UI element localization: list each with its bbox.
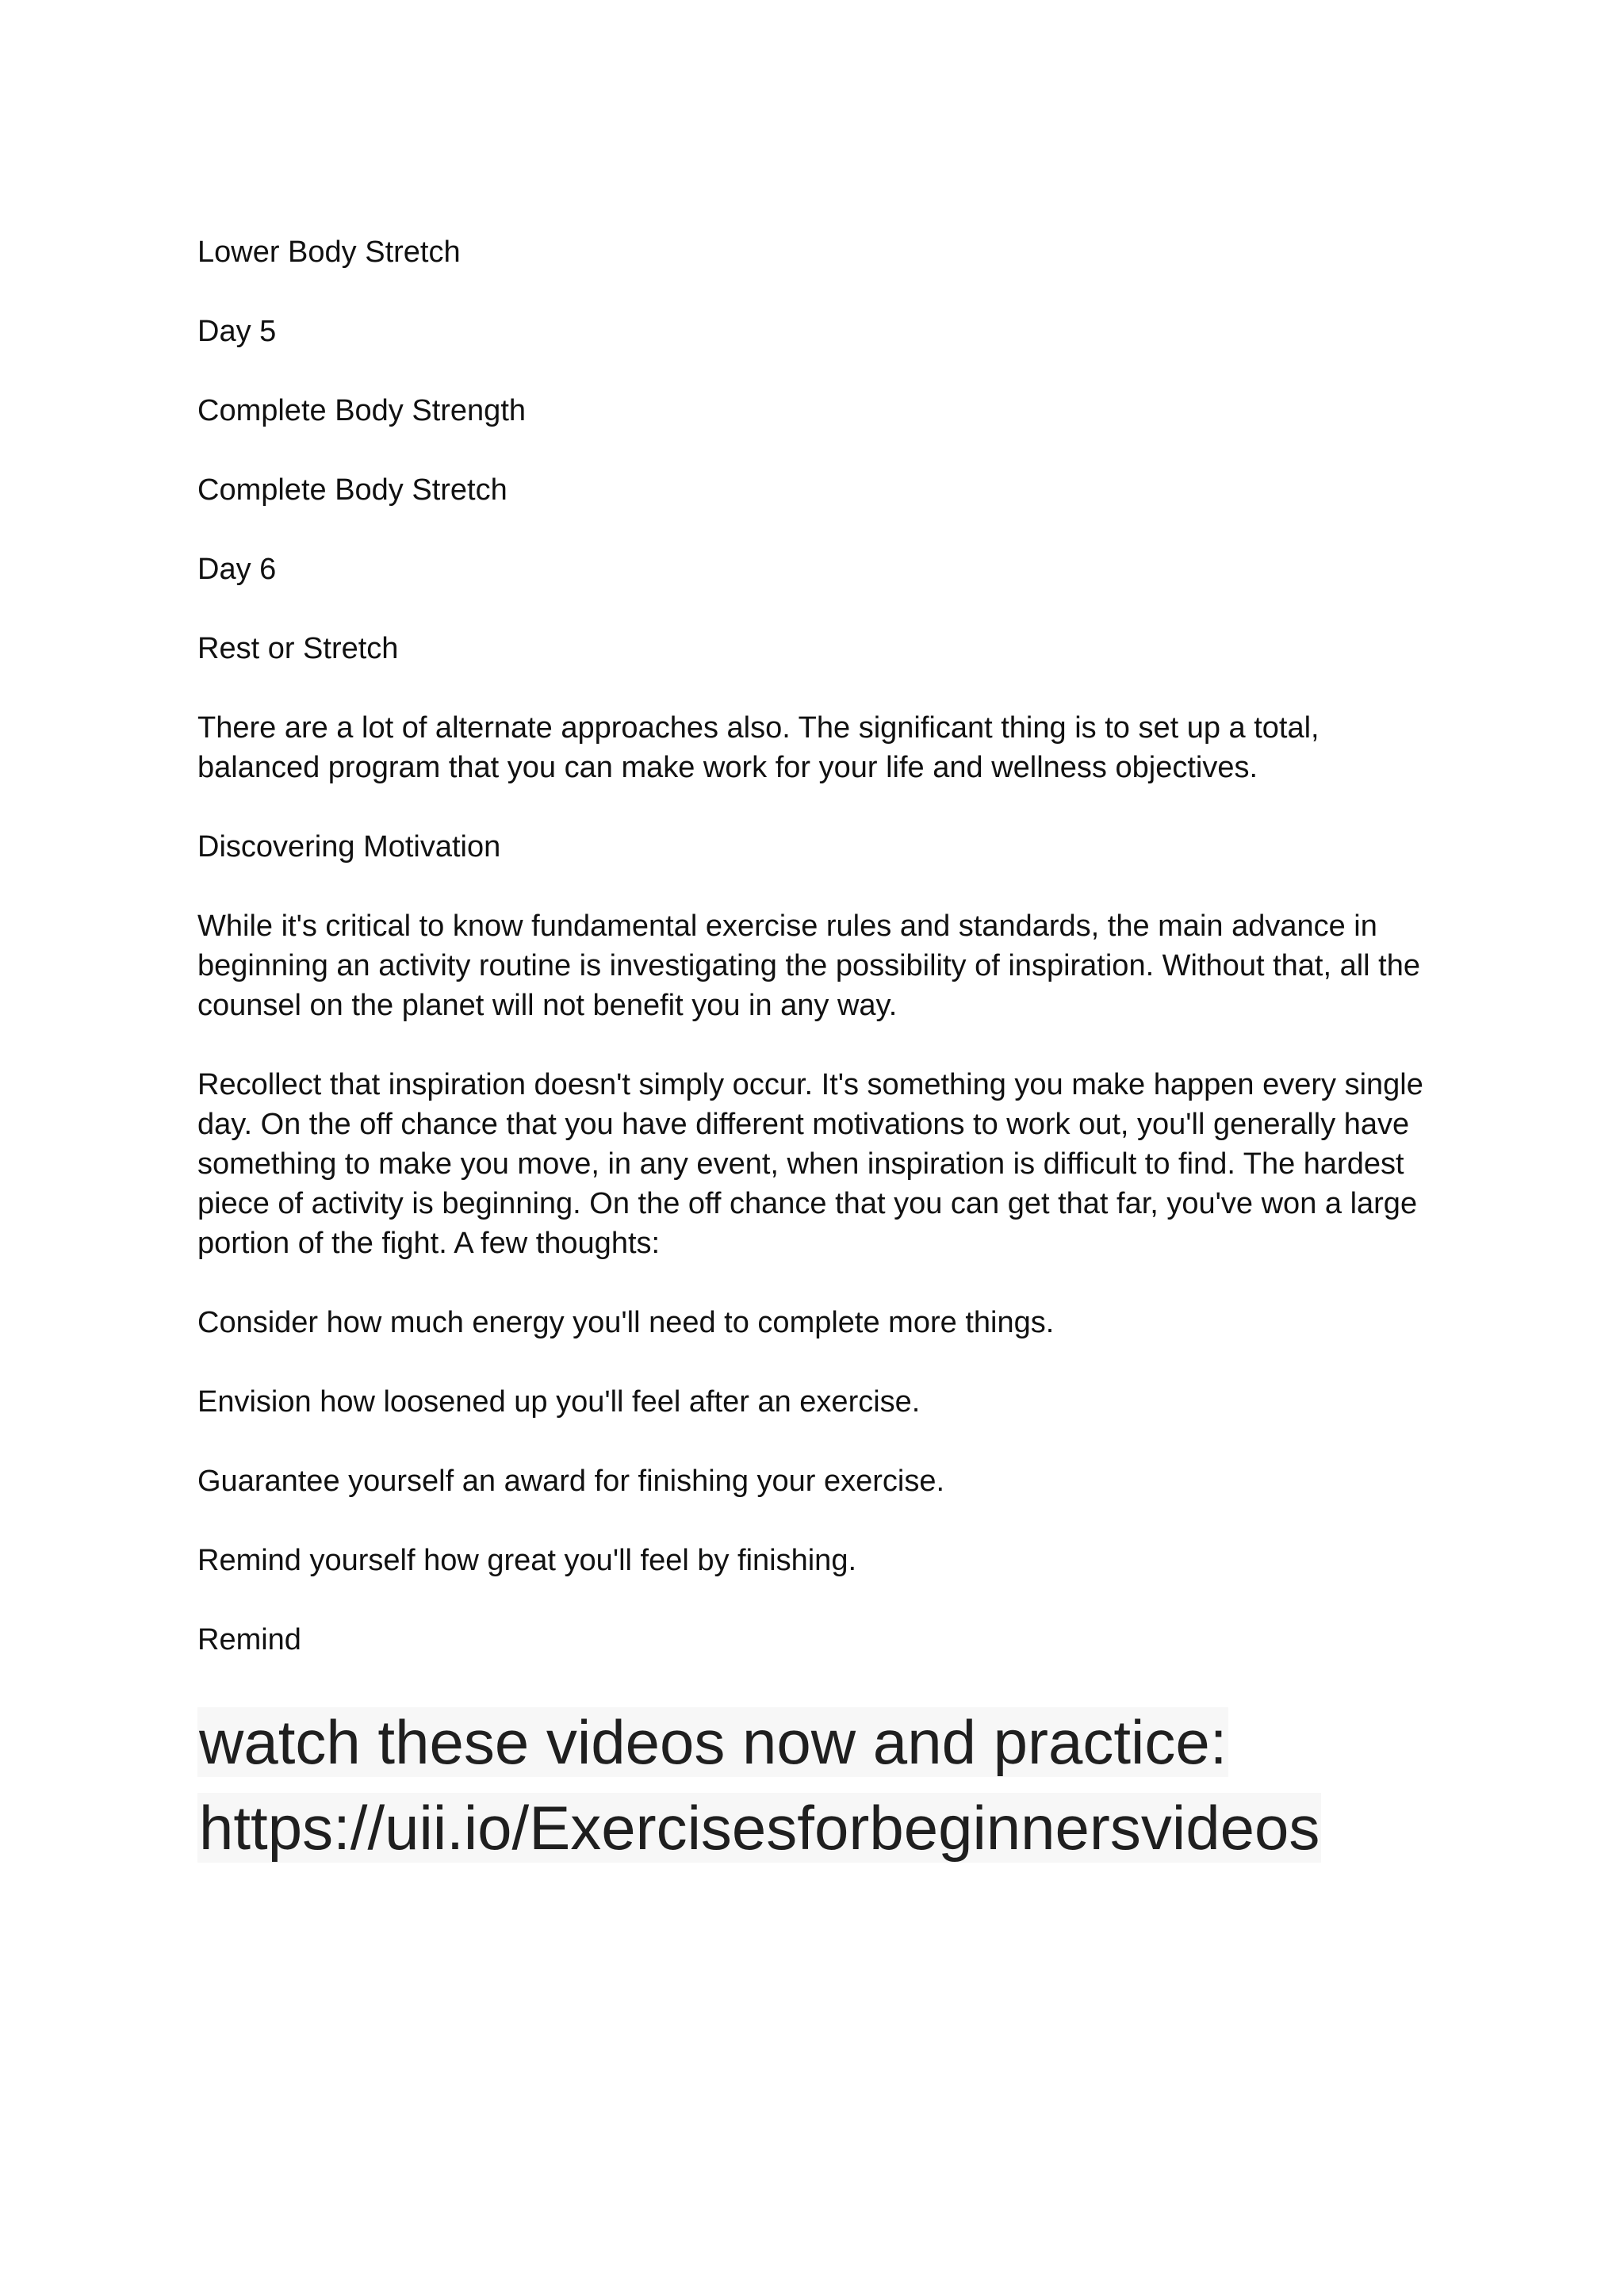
video-callout	[197, 1699, 1434, 1871]
truncated-paragraph: Remind	[197, 1623, 301, 1656]
document-body	[197, 232, 1434, 1871]
workout-item: Rest or Stretch	[197, 632, 399, 665]
video-link[interactable]: https://uii.io/Exercisesforbeginnersvideos	[199, 1793, 1320, 1863]
callout-line: watch these videos now and practice:	[199, 1707, 1228, 1777]
body-paragraph: While it's critical to know fundamental exercise rules and standards, the main advance in beginning an activity routine is investigating the possibility of inspiration. Without that, all the counsel on the planet will not benefit you in any way.	[197, 910, 1420, 1022]
section-title-lower-body-stretch: Lower Body Stretch	[197, 236, 461, 269]
body-paragraph: There are a lot of alternate approaches also. The significant thing is to set up a total, balanced program that you can make work for your life and wellness objectives.	[197, 711, 1320, 784]
list-item: Remind yourself how great you'll feel by finishing.	[197, 1544, 857, 1577]
list-item: Envision how loosened up you'll feel after an exercise.	[197, 1385, 921, 1419]
body-paragraph: Recollect that inspiration doesn't simply occur. It's something you make happen every single day. On the off chance that you have different motivations to work out, you'll generally have something to make you move, in any event, when inspiration is difficult to find. The hardest piece of activity is beginning. On the off chance that you can get that far, you've won a large portion of the fight. A few thoughts:	[197, 1068, 1423, 1260]
workout-item: Complete Body Stretch	[197, 473, 508, 507]
day-label: Day 6	[197, 553, 277, 586]
workout-item: Complete Body Strength	[197, 394, 527, 427]
day-label: Day 5	[197, 315, 277, 348]
list-item: Guarantee yourself an award for finishing your exercise.	[197, 1465, 945, 1498]
section-heading: Discovering Motivation	[197, 830, 501, 864]
list-item: Consider how much energy you'll need to complete more things.	[197, 1306, 1055, 1339]
